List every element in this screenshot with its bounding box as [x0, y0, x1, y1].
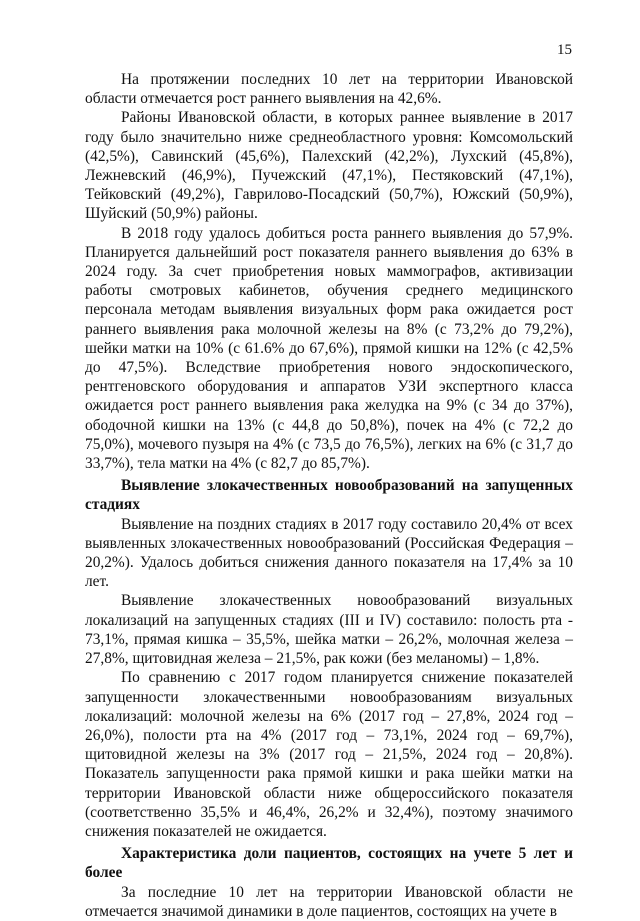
document-body: [85, 70, 573, 921]
paragraph-visual-localizations: Выявление злокачественных новообразований визуальных локализаций на запущенных стадиях (III и IV) составило: полость рта - 73,1%, прямая кишка – 35,5%, шейка матки – 26,2%, молочная железа – 27,8%, щитовидная железа – 21,5%, рак кожи (без меланомы) – 1,8%.: [85, 592, 573, 668]
paragraph-early-detection-growth: На протяжении последних 10 лет на территории Ивановской области отмечается рост раннего выявления на 42,6%.: [85, 71, 573, 108]
paragraph-2018-plans: В 2018 году удалось добиться роста раннего выявления до 57,9%. Планируется дальнейший рост показателя раннего выявления до 63% в 2024 году. За счет приобретения новых маммографов, активизации работы смотровых кабинетов, обучения среднего медицинского персонала методам выявления визуальных форм рака ожидается рост раннего выявления рака молочной железы на 8% (с 73,2% до 79,2%), шейки матки на 10% (с 61.6% до 67,6%), прямой кишки на 12% (с 42,5% до 47,5%). Вследствие приобретения нового эндоскопического, рентгеновского оборудования и аппаратов УЗИ экспертного класса ожидается рост раннего выявления рака желудка на 9% (с 34 до 37%), ободочной кишки на 13% (с 44,8 до 50,8%), почек на 4% (с 72,2 до 75,0%), мочевого пузыря на 4% (с 73,5 до 76,5%), легких на 6% (с 31,7 до 33,7%), тела матки на 4% (с 82,7 до 85,7%).: [85, 224, 573, 473]
paragraph-late-stage-2017: Выявление на поздних стадиях в 2017 году составило 20,4% от всех выявленных злокачественных новообразований (Российская Федерация – 20,2%). Удалось добиться снижения данного показателя на 17,4% за 10 лет.: [85, 515, 573, 591]
paragraph-ten-year-dynamics: За последние 10 лет на территории Ивановской области не отмечается значимой динамики в доле пациентов, состоящих на учете в: [85, 883, 573, 920]
page-number: 15: [557, 42, 572, 58]
paragraph-districts-below-average: Районы Ивановской области, в которых раннее выявление в 2017 году было значительно ниже среднеобластного уровня: Комсомольский (42,5%), Савинский (45,6%), Палехский (42,2%), Лухский (45,8%), Лежневский (46,9%), Пучежский (47,1%), Пестяковский (47,1%), Тейковский (49,2%), Гаврилово-Посадский (50,7%), Южский (50,9%), Шуйский (50,9%) районы.: [85, 109, 573, 223]
paragraph-planned-reduction: По сравнению с 2017 годом планируется снижение показателей запущенности злокачественными новообразованиям визуальных локализаций: молочной железы на 6% (2017 год – 27,8%, 2024 год – 26,0%), полости рта на 4% (2017 год – 73,1%, 2024 год – 69,7%), щитовидной железы на 3% (2017 год – 21,5%, 2024 год – 20,8%). Показатель запущенности рака прямой кишки и рака шейки матки на территории Ивановской области ниже общероссийского показателя (соответственно 35,5% и 46,4%, 26,2% и 32,4%), поэтому значимого снижения показателей не ожидается.: [85, 669, 573, 840]
section-heading-five-year-patients: Характеристика доли пациентов, состоящих на учете 5 лет и более: [85, 845, 573, 882]
section-heading-late-stage-detection: Выявление злокачественных новообразований на запущенных стадиях: [85, 477, 573, 514]
